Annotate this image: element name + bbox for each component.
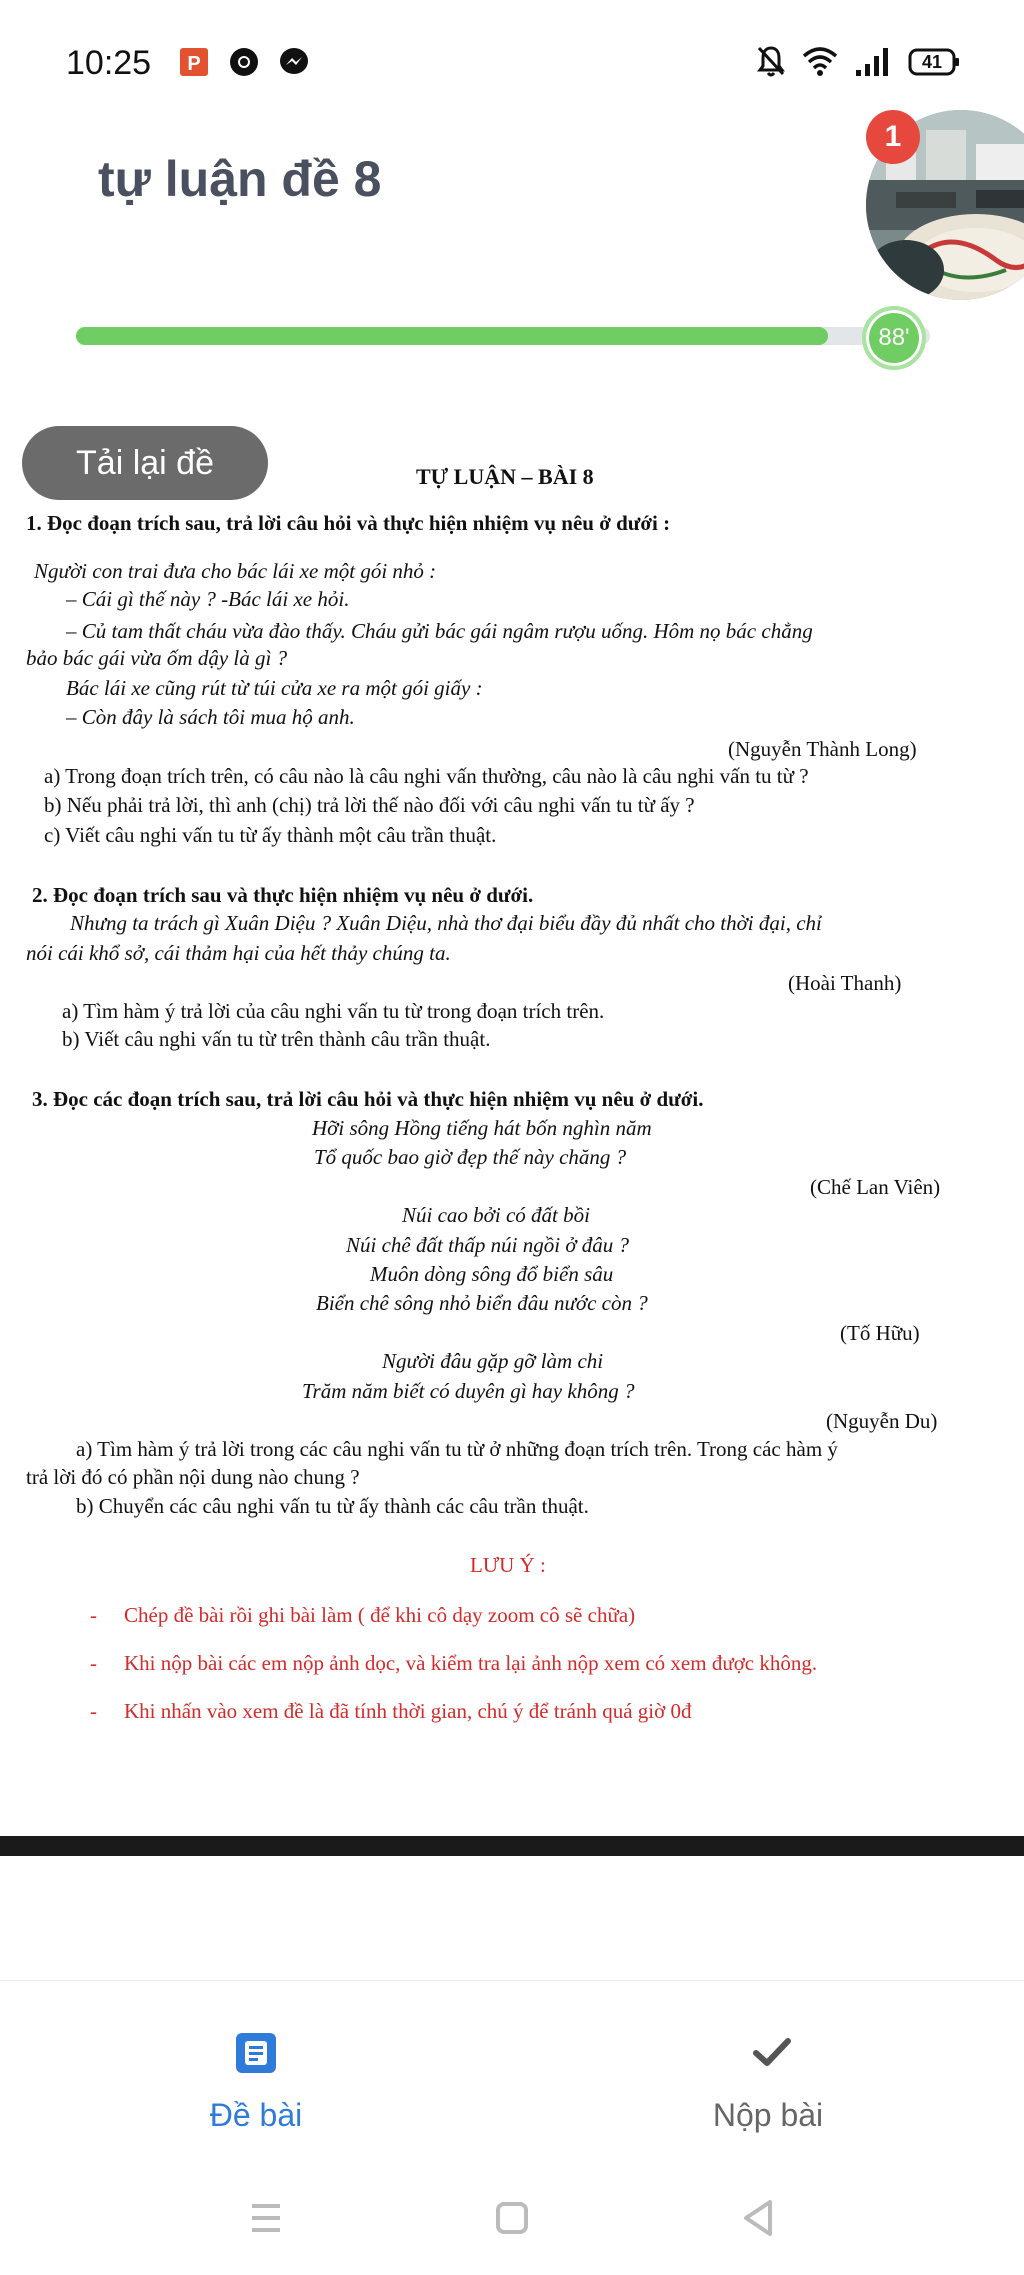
bottom-nav (0, 1980, 1024, 2140)
note-item: Khi nộp bài các em nộp ảnh dọc, và kiểm tra lại ảnh nộp xem có xem được không. (124, 1651, 818, 1675)
passage-source: (Nguyễn Thành Long) (728, 737, 917, 761)
passage-line: – Cái gì thế này ? -Bác lái xe hỏi. (66, 587, 350, 611)
poem-line: Tổ quốc bao giờ đẹp thế này chăng ? (314, 1145, 627, 1169)
bell-off-icon (756, 44, 786, 78)
document-icon (234, 2031, 278, 2075)
timer-progress-fill (76, 327, 828, 345)
nav-label: Nộp bài (712, 2097, 824, 2133)
notification-badge: 1 (866, 110, 920, 164)
note-bullet: - (90, 1699, 97, 1723)
question: trả lời đó có phần nội dung nào chung ? (26, 1465, 360, 1489)
question: b) Chuyển các câu nghi vấn tu từ ấy thành các câu trần thuật. (76, 1494, 589, 1518)
poem-line: Núi cao bởi có đất bồi (402, 1203, 590, 1227)
poem-source: (Chế Lan Viên) (810, 1175, 941, 1199)
passage-line: – Củ tam thất cháu vừa đào thấy. Cháu gửi bác gái ngâm rượu uống. Hôm nọ bác chẳng (66, 619, 813, 643)
section-title: 1. Đọc đoạn trích sau, trả lời câu hỏi và thực hiện nhiệm vụ nêu ở dưới : (26, 511, 671, 535)
note-bullet: - (90, 1603, 97, 1627)
poem-line: Hỡi sông Hồng tiếng hát bốn nghìn năm (312, 1116, 652, 1140)
messenger-icon (278, 46, 310, 78)
checkmark-icon (750, 2031, 794, 2075)
back-icon[interactable] (728, 2188, 788, 2248)
svg-text:P: P (187, 53, 201, 75)
battery-icon (908, 44, 960, 78)
page-title: tự luận đề 8 (98, 151, 382, 207)
menu-icon[interactable] (236, 2188, 296, 2248)
battery-level: 41 (921, 52, 943, 72)
nav-item-nop-bai[interactable] (512, 1981, 1024, 2141)
home-icon[interactable] (482, 2188, 542, 2248)
note-item: Khi nhấn vào xem đề là đã tính thời gian, chú ý để tránh quá giờ 0đ (124, 1699, 692, 1723)
passage-source: (Hoài Thanh) (788, 971, 902, 995)
document-bottom-border (0, 1836, 1024, 1856)
system-nav-bar (0, 2170, 1024, 2275)
question: b) Nếu phải trả lời, thì anh (chị) trả lời thế nào đối với câu nghi vấn tu từ ấy ? (44, 793, 695, 817)
note-bullet: - (90, 1651, 97, 1675)
timer-progress-bar (76, 327, 930, 345)
question: a) Tìm hàm ý trả lời của câu nghi vấn tu từ trong đoạn trích trên. (62, 999, 605, 1023)
doc-heading: TỰ LUẬN – BÀI 8 (416, 464, 594, 489)
passage-line: bảo bác gái vừa ốm dậy là gì ? (26, 646, 288, 670)
poem-source: (Tố Hữu) (840, 1321, 920, 1345)
notes-title: LƯU Ý : (470, 1553, 546, 1577)
chrome-icon (228, 46, 260, 78)
passage-line: Người con trai đưa cho bác lái xe một gói nhỏ : (34, 559, 437, 583)
poem-line: Biển chê sông nhỏ biển đâu nước còn ? (316, 1291, 648, 1315)
passage-line: Nhưng ta trách gì Xuân Diệu ? Xuân Diệu, nhà thơ đại biểu đầy đủ nhất cho thời đại, chỉ (70, 911, 822, 935)
poem-line: Muôn dòng sông đổ biển sâu (370, 1262, 614, 1286)
reload-exam-button[interactable]: Tải lại đề (22, 426, 268, 500)
section-title: 3. Đọc các đoạn trích sau, trả lời câu hỏi và thực hiện nhiệm vụ nêu ở dưới. (32, 1087, 704, 1111)
note-item: Chép đề bài rồi ghi bài làm ( để khi cô dạy zoom cô sẽ chữa) (124, 1603, 636, 1627)
poem-source: (Nguyễn Du) (826, 1409, 938, 1433)
question: a) Trong đoạn trích trên, có câu nào là câu nghi vấn thường, câu nào là câu nghi vấn tu từ ? (44, 764, 809, 788)
signal-icon (854, 44, 894, 78)
poem-line: Người đâu gặp gỡ làm chi (382, 1349, 604, 1373)
poem-line: Núi chê đất thấp núi ngồi ở đâu ? (346, 1233, 630, 1257)
status-time: 10:25 (66, 44, 152, 82)
question: b) Viết câu nghi vấn tu từ trên thành câu trần thuật. (62, 1027, 491, 1051)
passage-line: nói cái khổ sở, cái thảm hại của hết thảy chúng ta. (26, 941, 451, 965)
status-bar (0, 0, 1024, 120)
section-title: 2. Đọc đoạn trích sau và thực hiện nhiệm vụ nêu ở dưới. (32, 883, 534, 907)
passage-line: Bác lái xe cũng rút từ túi cửa xe ra một gói giấy : (66, 676, 483, 700)
timer-knob: 88' (862, 306, 926, 370)
question: c) Viết câu nghi vấn tu từ ấy thành một câu trần thuật. (44, 823, 497, 847)
passage-line: – Còn đây là sách tôi mua hộ anh. (66, 705, 355, 729)
wifi-icon (800, 44, 840, 78)
nav-item-de-bai[interactable] (0, 1981, 512, 2141)
poem-line: Trăm năm biết có duyên gì hay không ? (302, 1379, 635, 1403)
question: a) Tìm hàm ý trả lời trong các câu nghi vấn tu từ ở những đoạn trích trên. Trong các hàm ý (76, 1437, 838, 1461)
nav-label: Đề bài (209, 2097, 303, 2133)
p-app-icon (178, 46, 210, 78)
